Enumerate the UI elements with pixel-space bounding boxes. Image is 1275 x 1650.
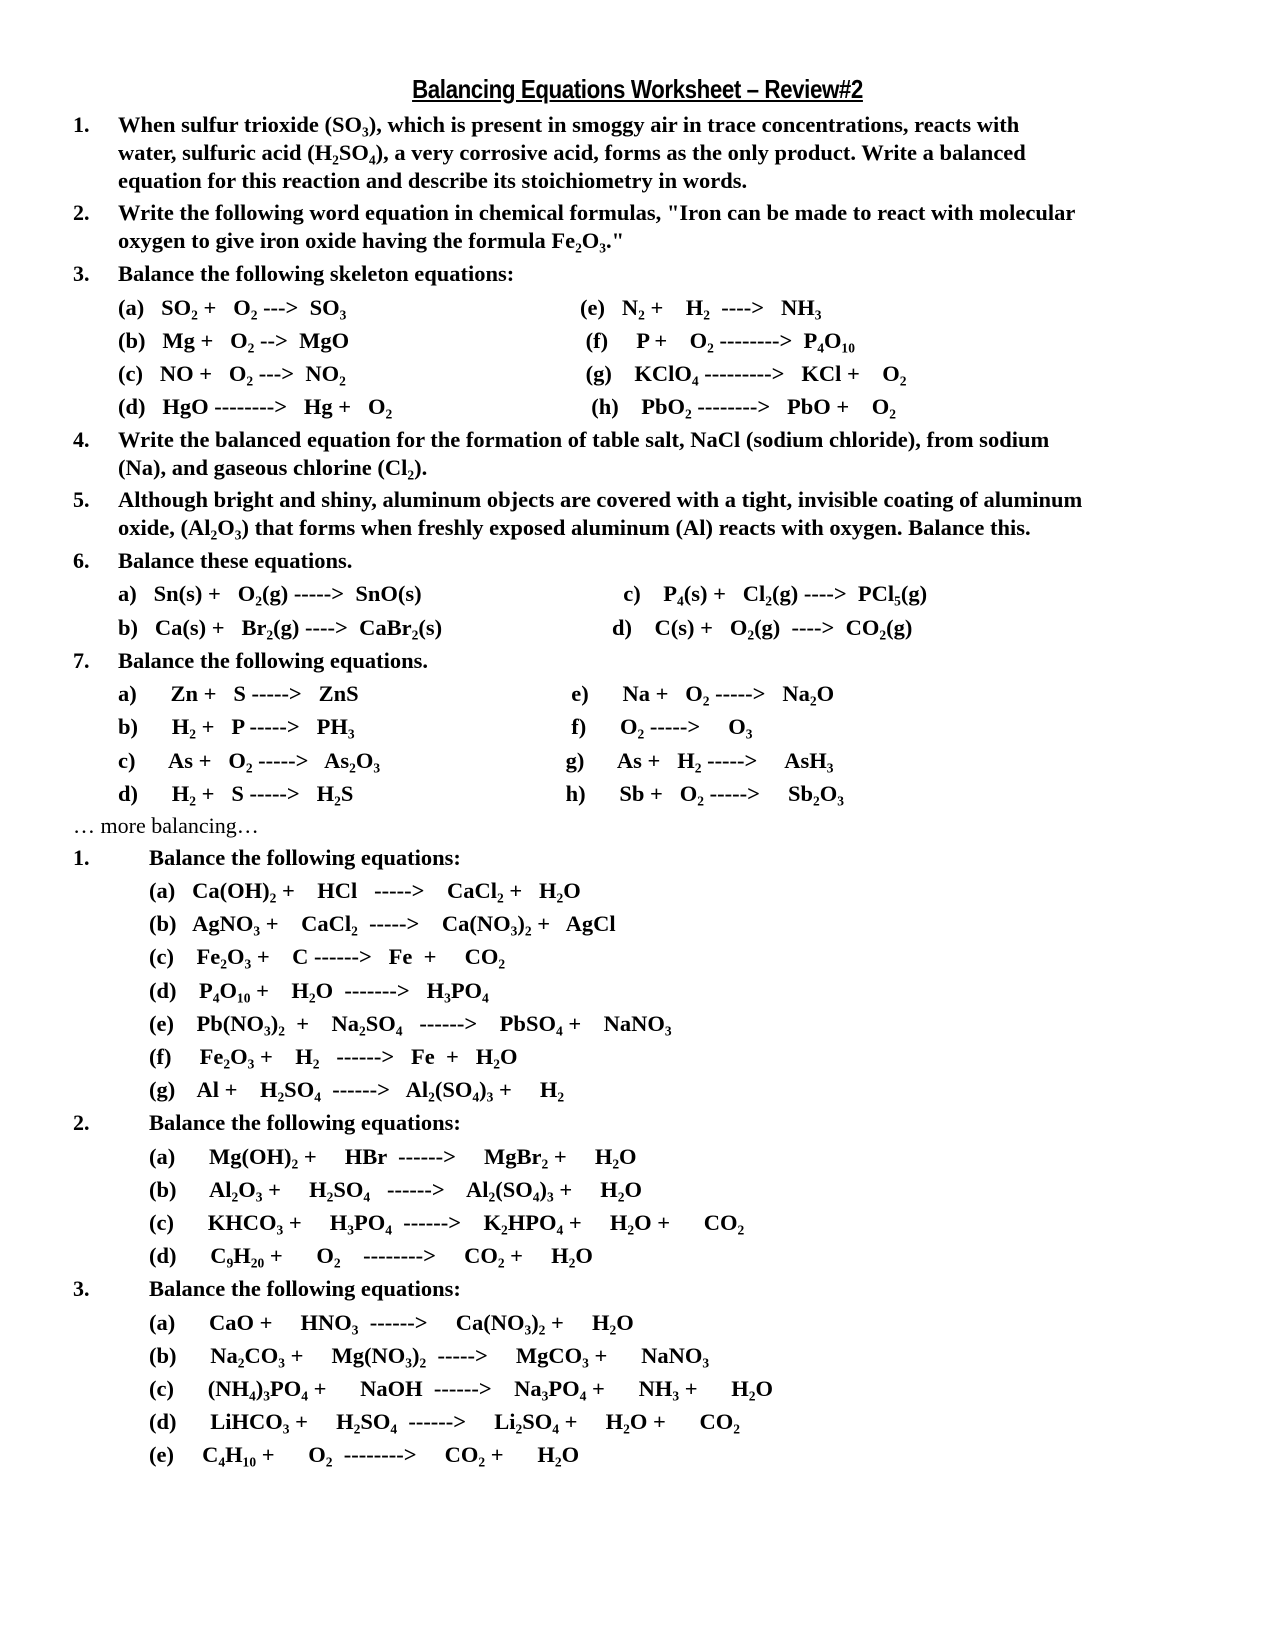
equation: (e) Pb(NO₃)₂ + Na₂SO₄ ------> PbSO₄ + NaNO₃ [149,1011,672,1036]
equation: (h) PbO₂ --------> PbO + O₂ [580,394,896,419]
equation: (a) Mg(OH)₂ + HBr ------> MgBr₂ + H₂O [149,1144,637,1169]
equation: (c) NO + O₂ ---> NO₂ [118,361,346,386]
equation: (b) AgNO₃ + CaCl₂ -----> Ca(NO₃)₂ + AgCl [149,911,616,936]
equation: (f) Fe₂O₃ + H₂ ------> Fe + H₂O [149,1044,518,1069]
equation: (d) P₄O₁₀ + H₂O -------> H₃PO₄ [149,978,489,1003]
equation: (a) CaO + HNO₃ ------> Ca(NO₃)₂ + H₂O [149,1310,634,1335]
text-line: water, sulfuric acid (H₂SO₄), a very corrosive acid, forms as the only product. Write a balanced [118,140,1026,165]
question-number: 2. [73,200,90,225]
text-line: When sulfur trioxide (SO₃), which is present in smoggy air in trace concentrations, reacts with [118,112,1020,137]
question-number: 4. [73,427,90,452]
equation: a) Sn(s) + O₂(g) -----> SnO(s) [118,581,422,606]
equation: (c) KHCO₃ + H₃PO₄ ------> K₂HPO₄ + H₂O + CO₂ [149,1210,745,1235]
equation: (b) Na₂CO₃ + Mg(NO₃)₂ -----> MgCO₃ + NaNO₃ [149,1343,710,1368]
equation: (g) Al + H₂SO₄ ------> Al₂(SO₄)₃ + H₂ [149,1077,565,1102]
question-1-text [118,111,1198,195]
question-number: 6. [73,548,90,573]
text-line: (Na), and gaseous chlorine (Cl₂). [118,455,428,480]
text-line: Write the following word equation in chemical formulas, "Iron can be made to react with molecular [118,200,1076,225]
question-number: 2. [73,1110,90,1135]
equation: a) Zn + S -----> ZnS [118,681,359,706]
question-number: 3. [73,261,90,286]
question-3-text: Balance the following skeleton equations: [118,261,515,286]
equation: (c) Fe₂O₃ + C ------> Fe + CO₂ [149,944,506,969]
equation: (c) (NH₄)₃PO₄ + NaOH ------> Na₃PO₄ + NH₃ + H₂O [149,1376,774,1401]
equation: e) Na + O₂ -----> Na₂O [560,681,835,706]
question-number: 5. [73,487,90,512]
question-text: Balance the following equations: [149,1276,461,1301]
equation: (d) C₉H₂₀ + O₂ --------> CO₂ + H₂O [149,1243,593,1268]
equation: b) Ca(s) + Br₂(g) ----> CaBr₂(s) [118,615,443,640]
equation: d) H₂ + S -----> H₂S [118,781,354,806]
text-line: oxide, (Al₂O₃) that forms when freshly exposed aluminum (Al) reacts with oxygen. Balance this. [118,515,1031,540]
equation: (a) Ca(OH)₂ + HCl -----> CaCl₂ + H₂O [149,878,581,903]
question-4-text [118,426,1198,482]
text-line: Although bright and shiny, aluminum objects are covered with a tight, invisible coating of aluminum [118,487,1083,512]
question-text: Balance the following equations: [149,1110,461,1135]
question-6-text: Balance these equations. [118,548,353,573]
question-text: Balance the following equations: [149,845,461,870]
page-title: Balancing Equations Worksheet – Review#2 [412,74,863,104]
section-heading: … more balancing… [73,813,259,838]
question-number: 7. [73,648,90,673]
equation: (f) P + O₂ --------> P₄O₁₀ [580,328,856,353]
equation: (d) LiHCO₃ + H₂SO₄ ------> Li₂SO₄ + H₂O + CO₂ [149,1409,741,1434]
text-line: equation for this reaction and describe its stoichiometry in words. [118,168,748,193]
equation: (g) KClO₄ ---------> KCl + O₂ [580,361,907,386]
question-7-text: Balance the following equations. [118,648,429,673]
equation: b) H₂ + P -----> PH₃ [118,714,355,739]
equation: c) As + O₂ -----> As₂O₃ [118,748,381,773]
question-number: 3. [73,1276,90,1301]
equation: c) P₄(s) + Cl₂(g) ----> PCl₅(g) [612,581,928,606]
equation: (b) Al₂O₃ + H₂SO₄ ------> Al₂(SO₄)₃ + H₂O [149,1177,643,1202]
question-number: 1. [73,845,90,870]
equation: (d) HgO --------> Hg + O₂ [118,394,393,419]
equation: (b) Mg + O₂ --> MgO [118,328,350,353]
equation: (e) C₄H₁₀ + O₂ --------> CO₂ + H₂O [149,1442,580,1467]
text-line: oxygen to give iron oxide having the formula Fe₂O₃." [118,228,625,253]
equation: f) O₂ -----> O₃ [560,714,753,739]
equation: (a) SO₂ + O₂ ---> SO₃ [118,295,347,320]
question-2-text [118,199,1198,255]
equation: g) As + H₂ -----> AsH₃ [560,748,834,773]
equation: h) Sb + O₂ -----> Sb₂O₃ [560,781,845,806]
question-5-text [118,486,1248,542]
text-line: Write the balanced equation for the formation of table salt, NaCl (sodium chloride), from sodium [118,427,1050,452]
question-number: 1. [73,112,90,137]
equation: d) C(s) + O₂(g) ----> CO₂(g) [612,615,913,640]
equation: (e) N₂ + H₂ ----> NH₃ [580,295,822,320]
